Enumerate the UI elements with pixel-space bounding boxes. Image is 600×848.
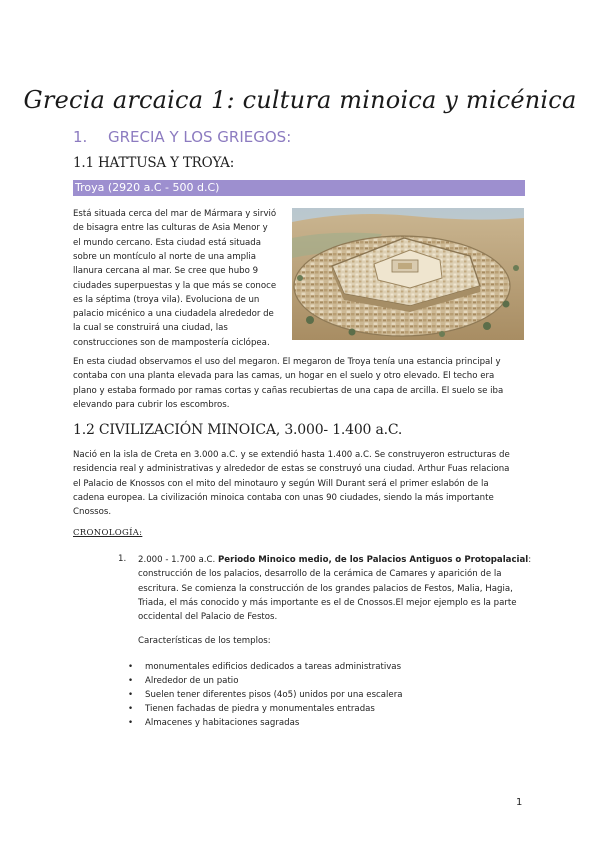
bullet-dot-icon: • <box>128 718 134 728</box>
troya-illustration <box>292 208 524 340</box>
item-line: occidental del Palacio de Festos. <box>138 612 278 623</box>
paragraph-line: En esta ciudad observamos el uso del megaron. El megaron de Troya tenía una estancia principal y <box>73 357 501 367</box>
paragraph-line: llanura cercana al mar. Se cree que hubo 9 <box>73 266 259 277</box>
item-first-line <box>138 553 532 567</box>
paragraph-line: Está situada cerca del mar de Mármara y sirvió <box>73 209 277 219</box>
bullet-text: Almacenes y habitaciones sagradas <box>145 718 300 728</box>
subsection-heading-troya: 1.1 HATTUSA Y TROYA: <box>73 155 235 171</box>
paragraph-line: elevando para cubrir los escombros. <box>73 399 230 410</box>
subsection-heading-minoica: 1.2 CIVILIZACIÓN MINOICA, 3.000- 1.400 a.C. <box>73 422 403 438</box>
item-colon: : <box>528 555 532 565</box>
paragraph-line: la cual se construirá una ciudad, las <box>73 323 228 334</box>
paragraph-line: palacio micénico a una ciudadela alrededor de <box>73 309 274 320</box>
bullet-text: Alrededor de un patio <box>145 676 239 686</box>
paragraph-line: construcciones son de mampostería ciclópea. <box>73 337 270 348</box>
bullet-text: monumentales edificios dedicados a tareas administrativas <box>145 662 402 672</box>
paragraph-line: es la séptima (troya vila). Evoluciona de un <box>73 294 260 305</box>
paragraph-line: residencia real y administrativas y alrededor de estas se construyó una ciudad. Arthur Fuas relaciona <box>73 464 510 475</box>
paragraph-line: cadena europea. La civilización minoica contaba con unas 90 ciudades, siendo la más importante <box>73 492 494 503</box>
paragraph-line: contaba con una planta elevada para las camas, un hogar en el suelo y otro elevado. El techo era <box>73 371 495 382</box>
section-number: 1. <box>73 128 88 146</box>
bullet-dot-icon: • <box>128 662 134 672</box>
highlight-bar-label: Troya (2920 a.C - 500 d.C) <box>75 181 220 194</box>
page-number: 1 <box>516 797 523 808</box>
document-title: Grecia arcaica 1: cultura minoica y micénica <box>23 86 577 114</box>
troya-citadel-image <box>292 208 524 340</box>
item-date: 2.000 - 1.700 a.C. <box>138 555 218 565</box>
paragraph-line: Cnossos. <box>73 507 112 518</box>
paragraph-line: el mundo cercano. Esta ciudad está situada <box>73 237 262 248</box>
item-line: escritura. Se comienza la construcción de los grandes palacios de Festos, Malia, Hagia, <box>138 583 513 594</box>
paragraph-line: el Palacio de Knossos con el mito del minotauro y según Will Durant será el primer eslabón de la <box>73 478 489 489</box>
bullet-dot-icon: • <box>128 690 134 700</box>
bullet-text: Tienen fachadas de piedra y monumentales entradas <box>145 704 375 714</box>
list-number: 1. <box>118 554 127 564</box>
paragraph-line: plano y estaba formado por ramas cortas y cañas recubiertas de una capa de arcilla. El suelo se iba <box>73 385 504 396</box>
highlight-bar <box>73 180 525 196</box>
item-line: Triada, el más conocido y más importante es el de Cnossos.El mejor ejemplo es la parte <box>138 597 517 608</box>
bullet-dot-icon: • <box>128 676 134 686</box>
bullet-text: Suelen tener diferentes pisos (4o5) unidos por una escalera <box>145 690 403 700</box>
templos-intro: Características de los templos: <box>138 636 271 646</box>
paragraph-line: Nació en la isla de Creta en 3.000 a.C. y se extendió hasta 1.400 a.C. Se construyeron estructuras de <box>73 450 510 460</box>
section-label: GRECIA Y LOS GRIEGOS: <box>108 128 292 146</box>
cronologia-heading: CRONOLOGÍA: <box>73 528 143 538</box>
bullet-dot-icon: • <box>128 704 134 714</box>
paragraph-line: de bisagra entre las culturas de Asia Menor y <box>73 223 268 234</box>
item-line: construcción de los palacios, desarrollo de la cerámica de Camares y aparición de la <box>138 569 502 580</box>
item-period-title: Periodo Minoico medio, de los Palacios Antiguos o Protopalacial <box>217 555 529 565</box>
paragraph-line: sobre un montículo al norte de una amplia <box>73 251 257 262</box>
section-heading <box>73 128 291 146</box>
paragraph-line: ciudades superpuestas y la que más se conoce <box>73 280 277 291</box>
